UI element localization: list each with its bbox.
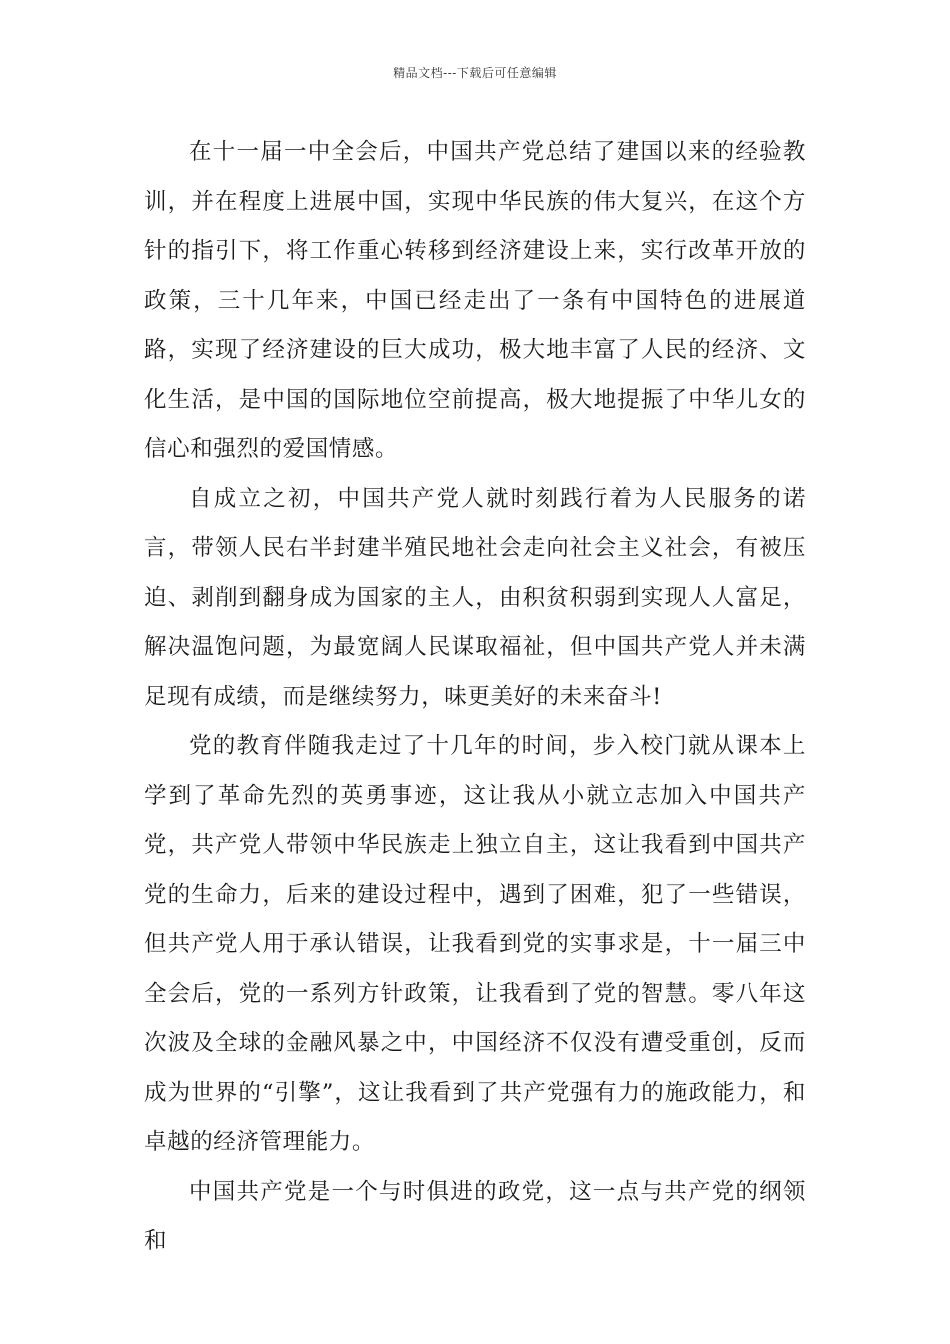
document-body [144, 128, 806, 1267]
paragraph-4: 中国共产党是一个与时俱进的政党，这一点与共产党的纲领和 [144, 1178, 806, 1254]
paragraph-1: 在十一届一中全会后，中国共产党总结了建国以来的经验教训，并在程度上进展中国，实现中华民族的伟大复兴，在这个方针的指引下，将工作重心转移到经济建设上来，实行改革开放的政策，三十几年来，中国已经走出了一条有中国特色的进展道路，实现了经济建设的巨大成功，极大地丰富了人民的经济、文化生活，是中国的国际地位空前提高，极大地提振了中华儿女的信心和强烈的爱国情感。 [144, 139, 806, 462]
paragraph-2: 自成立之初，中国共产党人就时刻践行着为人民服务的诺言，带领人民右半封建半殖民地社会走向社会主义社会，有被压迫、剥削到翻身成为国家的主人，由积贫积弱到实现人人富足，解决温饱问题，为最宽阔人民谋取福祉，但中国共产党人并未满足现有成绩，而是继续努力，味更美好的未来奋斗! [144, 485, 806, 710]
page-header: 精品文档---下载后可任意编辑 [393, 66, 557, 80]
paragraph-3: 党的教育伴随我走过了十几年的时间，步入校门就从课本上学到了革命先烈的英勇事迹，这让我从小就立志加入中国共产党，共产党人带领中华民族走上独立自主，这让我看到中国共产党的生命力，后来的建设过程中，遇到了困难，犯了一些错误，但共产党人用于承认错误，让我看到党的实事求是，十一届三中全会后，党的一系列方针政策，让我看到了党的智慧。零八年这次波及全球的金融风暴之中，中国经济不仅没有遭受重创，反而成为世界的“引擎”，这让我看到了共产党强有力的施政能力，和卓越的经济管理能力。 [144, 733, 806, 1155]
